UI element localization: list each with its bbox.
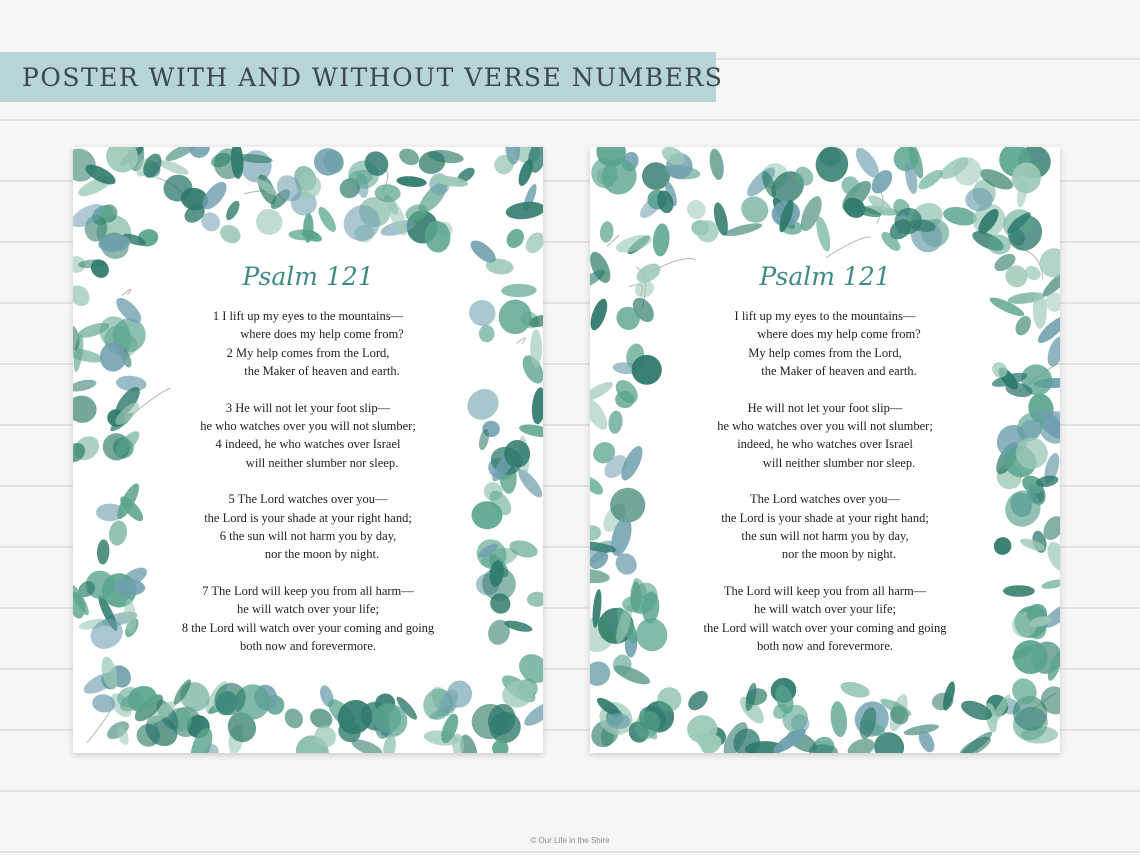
verse-line: the sun will not harm you by day,	[741, 528, 909, 543]
verse-line: 2 My help comes from the Lord,	[226, 345, 390, 360]
stanza	[73, 582, 543, 655]
leaf	[652, 223, 671, 258]
verse-line: the Maker of heaven and earth.	[244, 363, 400, 378]
leaf	[505, 200, 543, 222]
psalm-text	[73, 307, 543, 674]
leaf	[599, 221, 615, 244]
verse-line: He will not let your foot slip—	[747, 400, 903, 415]
leaf	[723, 221, 763, 239]
poster-with-verse-numbers	[73, 147, 543, 753]
leaf	[503, 226, 527, 252]
verse-line: will neither slumber nor sleep.	[762, 455, 916, 470]
leaf	[965, 188, 993, 211]
verse-line: both now and forevermore.	[756, 638, 894, 653]
leaf	[845, 735, 878, 753]
verse-line: both now and forevermore.	[239, 638, 377, 653]
leaf	[157, 157, 190, 177]
header-banner	[0, 52, 724, 102]
verse-line: My help comes from the Lord,	[748, 345, 902, 360]
verse-line: indeed, he who watches over Israel	[737, 437, 913, 452]
leaf	[313, 147, 344, 177]
stanza	[73, 490, 543, 563]
stanza	[590, 307, 1060, 380]
verse-line: 3 He will not let your foot slip—	[225, 400, 391, 415]
poster-title: Psalm 121	[759, 262, 891, 291]
stanza	[590, 399, 1060, 472]
verse-line: 1 I lift up my eyes to the mountains—	[212, 309, 404, 323]
leaf	[331, 693, 379, 741]
leaf	[684, 687, 711, 714]
stanza	[73, 399, 543, 472]
leaf	[252, 205, 287, 239]
verse-line: the Lord is your shade at your right hand;	[204, 510, 412, 525]
verse-line: the Maker of heaven and earth.	[761, 363, 917, 378]
leaf	[736, 191, 774, 228]
stanza	[590, 582, 1060, 655]
leaf	[683, 197, 709, 223]
verse-line: 4 indeed, he who watches over Israel	[215, 437, 401, 452]
verse-line: will neither slumber nor sleep.	[245, 455, 399, 470]
poster-without-verse-numbers	[590, 147, 1060, 753]
verse-line: 6 the sun will not harm you by day,	[219, 528, 397, 543]
stanza	[590, 490, 1060, 563]
verse-line: he who watches over you will not slumber;	[200, 418, 416, 433]
leaf	[186, 147, 213, 161]
verse-line: nor the moon by night.	[781, 547, 897, 562]
leaf	[223, 199, 242, 222]
branch-stem	[87, 708, 111, 743]
banner-title: POSTER WITH AND WITHOUT VERSE NUMBERS	[22, 62, 724, 92]
leaf	[707, 147, 726, 181]
verse-line: he will watch over your life;	[237, 602, 379, 617]
verse-line: the Lord will watch over your coming and going	[703, 620, 947, 635]
verse-line: I lift up my eyes to the mountains—	[734, 309, 916, 323]
leaf	[281, 705, 306, 732]
verse-line: 5 The Lord watches over you—	[228, 492, 388, 507]
leaf	[839, 679, 872, 700]
verse-line: the Lord is your shade at your right hand;	[721, 510, 929, 525]
verse-line: The Lord will keep you from all harm—	[723, 584, 927, 599]
verse-line: he who watches over you will not slumber;	[717, 418, 933, 433]
verse-line: he will watch over your life;	[754, 602, 896, 617]
leaf	[315, 204, 339, 234]
stanza	[73, 307, 543, 380]
poster-title: Psalm 121	[242, 262, 374, 291]
verse-line: where does my help come from?	[240, 327, 404, 342]
verse-line: nor the moon by night.	[264, 547, 380, 562]
copyright-credit: © Our Life in the Shire	[530, 836, 610, 845]
verse-line: The Lord watches over you—	[750, 492, 900, 507]
leaf	[217, 221, 244, 247]
verse-line: 8 the Lord will watch over your coming and going	[181, 620, 435, 635]
leaf	[396, 147, 421, 168]
psalm-text	[590, 307, 1060, 674]
verse-line: 7 The Lord will keep you from all harm—	[202, 584, 414, 599]
leaf	[829, 700, 849, 737]
verse-line: where does my help come from?	[757, 327, 921, 342]
branch-stem	[826, 237, 871, 258]
leaf	[396, 175, 427, 188]
leaf	[522, 229, 543, 257]
